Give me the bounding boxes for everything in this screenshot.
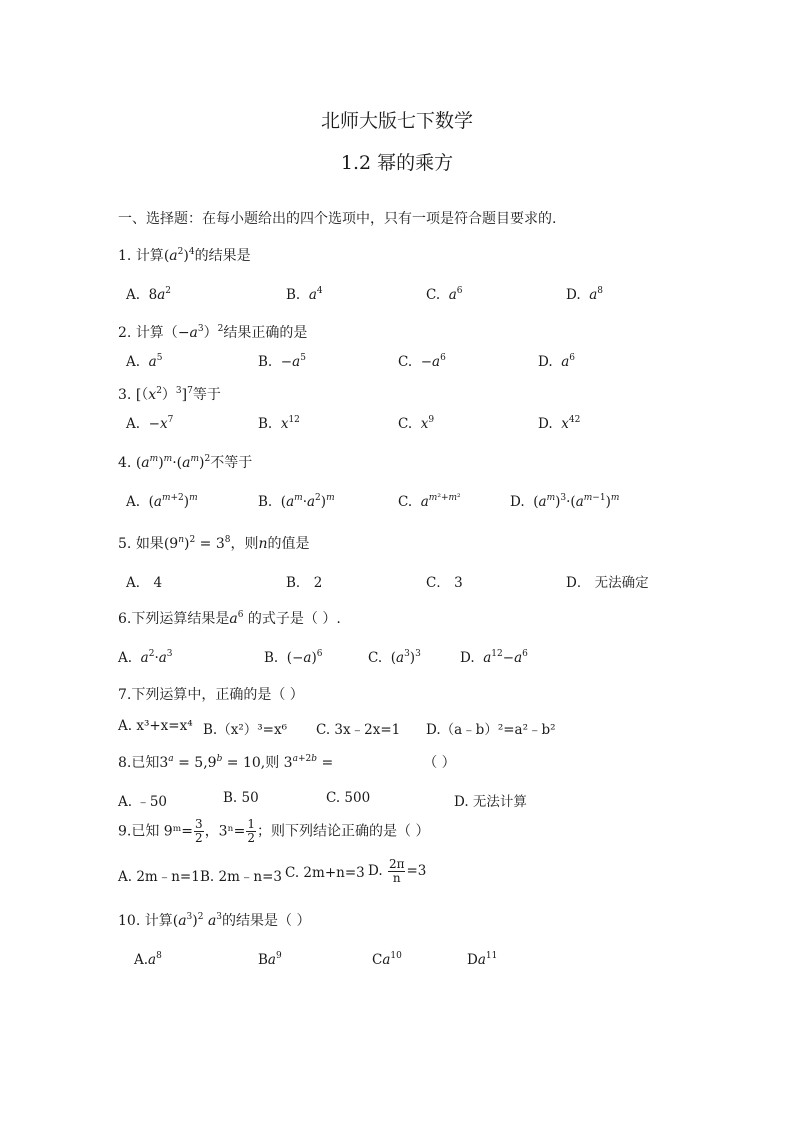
option-d[interactable]: D. $a^{12}-a^6$ — [460, 649, 528, 666]
option-a[interactable]: A. x³+x=x⁴ — [118, 718, 193, 734]
math-expr: $(a^2)^4$ — [163, 247, 195, 264]
option-c[interactable]: C. 500 — [326, 790, 371, 806]
question-stem-pre: 计算 — [135, 248, 164, 264]
option-d[interactable]: D． 无法确定 — [566, 575, 649, 591]
option-b[interactable]: B． 2 — [286, 575, 323, 591]
option-c[interactable]: C. 2m+n=3 — [285, 865, 365, 881]
option-b[interactable]: B. $a^4$ — [286, 286, 323, 303]
page-title: 北师大版七下数学 — [320, 110, 473, 132]
option-d[interactable]: D. 无法计算 — [454, 794, 527, 810]
question-1 — [118, 245, 251, 265]
math-expr: $(a^m)^m\cdot(a^m)^2$ — [135, 454, 211, 471]
option-d[interactable]: D.（a﹣b）²=a²﹣b² — [426, 722, 556, 738]
option-c[interactable]: C． 3 — [426, 575, 463, 591]
question-6: 6.下列运算结果是$a^6$ 的式子是（ ）. — [118, 610, 341, 627]
option-b[interactable]: Ba$^9$ — [258, 951, 282, 968]
option-d[interactable]: Da$^{11}$ — [467, 951, 498, 968]
math-expr: $x^2)^3]^7$ — [148, 386, 193, 403]
option-a[interactable]: A. $a^2\cdot a^3$ — [118, 649, 173, 666]
fraction-1-2: $\frac{1}{2}$ — [247, 817, 256, 845]
question-9: 9.已知 9ᵐ= $\frac{3}{2}$ ，3ⁿ= $\frac{1}{2}$ ；则下列结论正确的是（ ） — [118, 817, 430, 845]
question-stem-post: 的结果是 — [194, 248, 251, 264]
option-c[interactable]: C. $(a^3)^3$ — [368, 649, 421, 666]
option-d[interactable]: D. $x^{42}$ — [538, 415, 581, 432]
option-c[interactable]: Ca$^{10}$ — [372, 951, 402, 968]
option-a[interactable]: A. $a^5$ — [126, 353, 163, 370]
question-4: 4. $(a^m)^m\cdot(a^m)^2$不等于 — [118, 454, 253, 471]
option-d[interactable]: D. $\frac{2\pi}{n}$ =3 — [368, 857, 427, 885]
option-c[interactable]: C. $a^6$ — [426, 286, 463, 303]
option-a[interactable]: $A.a^8$ — [134, 951, 162, 968]
option-b[interactable]: B. $(a^m\cdot a^2)^m$ — [258, 493, 335, 510]
section-heading: 一、选择题：在每小题给出的四个选项中，只有一项是符合题目要求的. — [118, 211, 557, 227]
math-expr: $(9^n)^2 = 3^8$ — [163, 535, 231, 552]
math-expr: $-a^3)^2$ — [177, 324, 224, 341]
question-number: 1. — [118, 248, 132, 264]
option-a[interactable]: A. ﹣50 — [118, 794, 168, 810]
math-expr: $(a^3)^2$ $a^3$ — [172, 912, 223, 929]
option-c[interactable]: C. $x^9$ — [398, 415, 435, 432]
math-expr: $a^6$ — [229, 610, 244, 627]
question-10: 10. 计算$(a^3)^2$ $a^3$的结果是（ ） — [118, 912, 311, 929]
option-b[interactable]: B. 50 — [223, 790, 259, 806]
option-d[interactable]: D. $a^6$ — [538, 353, 576, 370]
page-subtitle: 1.2 幂的乘方 — [340, 152, 454, 174]
question-7: 7.下列运算中，正确的是（ ） — [118, 687, 304, 703]
option-b[interactable]: B. $(-a)^6$ — [264, 649, 323, 666]
option-d[interactable]: D. $(a^m)^3\cdot(a^{m-1})^m$ — [510, 493, 620, 510]
option-a[interactable]: A. $(a^{m+2})^m$ — [126, 493, 198, 510]
option-c[interactable]: C. 3x﹣2x=1 — [316, 722, 401, 738]
option-a[interactable]: A. $8a^2$ — [126, 286, 172, 303]
option-a[interactable]: A. 2m﹣n=1 — [118, 869, 200, 885]
option-a[interactable]: A． 4 — [126, 575, 163, 591]
option-b[interactable]: B. 2m﹣n=3 — [200, 869, 282, 885]
fraction-3-2: $\frac{3}{2}$ — [195, 817, 203, 845]
option-c[interactable]: C. $-a^6$ — [398, 353, 446, 370]
question-5: 5. 如果$(9^n)^2 = 3^8$，则n的值是 — [118, 535, 310, 552]
question-2: 2. 计算$(-a^3)^2$结果正确的是 — [118, 324, 308, 341]
option-a[interactable]: A. $-x^7$ — [126, 415, 174, 432]
option-c[interactable]: C. $a^{m^2+m^2}$ — [398, 493, 461, 510]
option-b[interactable]: B.（x²）³=x⁶ — [203, 722, 287, 738]
question-3: 3. $[(x^2)^3]^7$等于 — [118, 386, 221, 403]
option-d[interactable]: D. $a^8$ — [566, 286, 604, 303]
math-expr: $3^a = 5,9^b = 10$,则 $3^{a+2b}$ = — [159, 754, 334, 771]
option-b[interactable]: B. $-a^5$ — [258, 353, 306, 370]
option-b[interactable]: B. $x^{12}$ — [258, 415, 300, 432]
question-8: 8.已知$3^a = 5,9^b = 10$,则 $3^{a+2b}$ = （ ） — [118, 754, 456, 771]
